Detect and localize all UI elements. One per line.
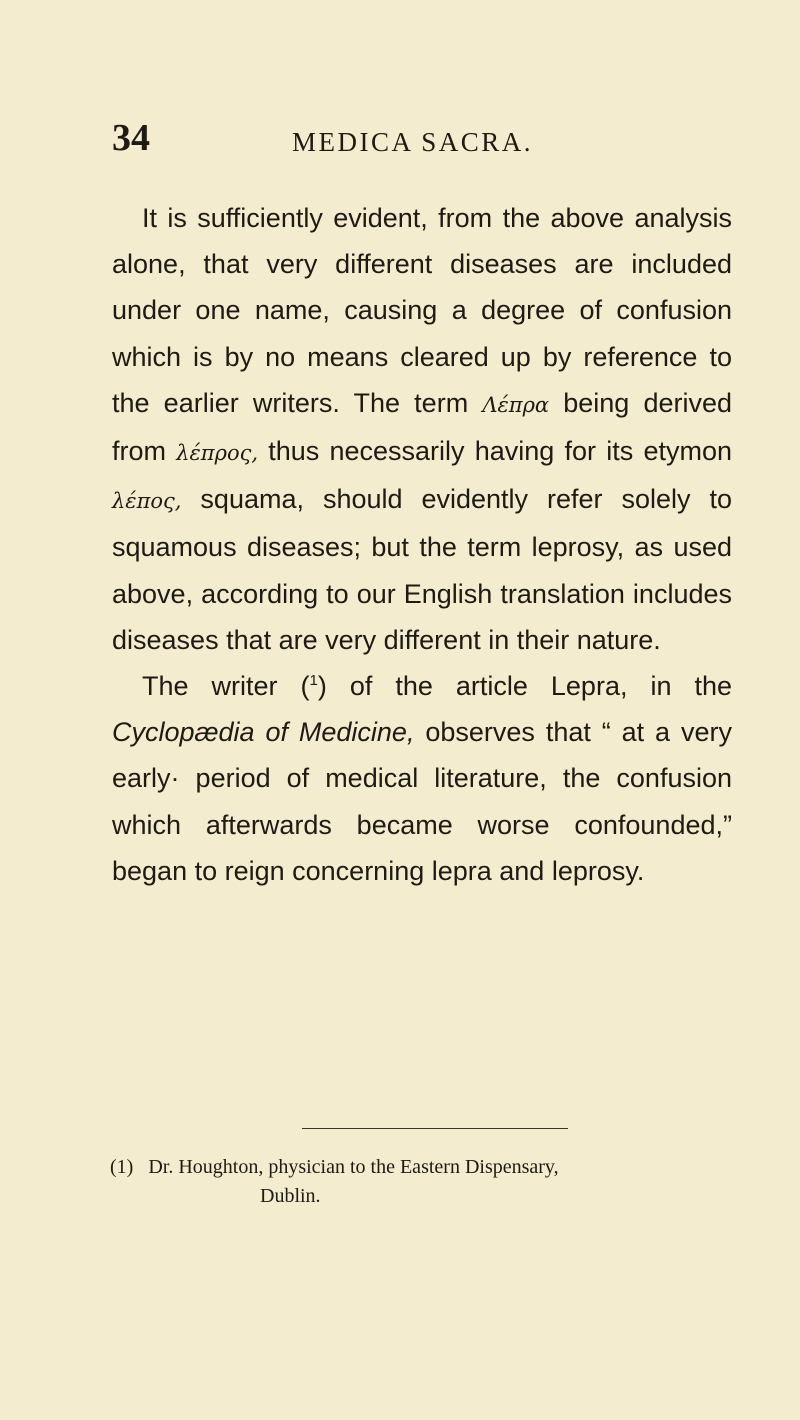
footnote-line xyxy=(110,1153,750,1182)
footnote-text: Dublin. xyxy=(260,1185,321,1207)
body-text xyxy=(112,195,732,894)
footnote-line xyxy=(110,1182,750,1211)
sentence: thus necessarily having for its etymon xyxy=(258,436,732,467)
footnote xyxy=(110,1153,750,1211)
work-title: Cyclopædia of Medicine, xyxy=(112,717,415,748)
sentence: The writer ( xyxy=(142,671,310,702)
paragraph-1 xyxy=(112,195,732,663)
footnote-ref: 1 xyxy=(309,672,318,690)
sentence: being derived from xyxy=(112,387,732,467)
greek-word: Λέπρα xyxy=(482,392,550,417)
page-header xyxy=(112,118,732,168)
page-number: 34 xyxy=(112,117,150,159)
sentence: observes that “ at a very early· period of medical literature, the confusion which afterwards became worse confounded,” began to reign concerning lepra and leprosy. xyxy=(112,717,732,886)
greek-word: λέπος, xyxy=(112,489,182,514)
sentence: ) of the article Lepra, in the xyxy=(317,671,732,702)
sentence: squama, should evidently refer solely to squamous diseases; but the term leprosy, as used above, according to our English translation includes diseases that are very different in their nature. xyxy=(112,484,732,655)
footnote-text: Dr. Houghton, physician to the Eastern Dispensary, xyxy=(148,1156,559,1178)
running-head: MEDICA SACRA. xyxy=(292,127,534,157)
footnote-marker: (1) xyxy=(110,1156,134,1178)
footnote-rule xyxy=(302,1128,568,1129)
sentence: The term xyxy=(353,387,483,418)
greek-word: λέπρος, xyxy=(176,441,259,466)
paragraph-2 xyxy=(112,663,732,894)
sentence: It is sufficiently evident, from the above analysis alone, that very different diseases are included under one name, causing a degree of confusion which is by no means cleared up by reference to the earlier writers. xyxy=(112,203,732,418)
